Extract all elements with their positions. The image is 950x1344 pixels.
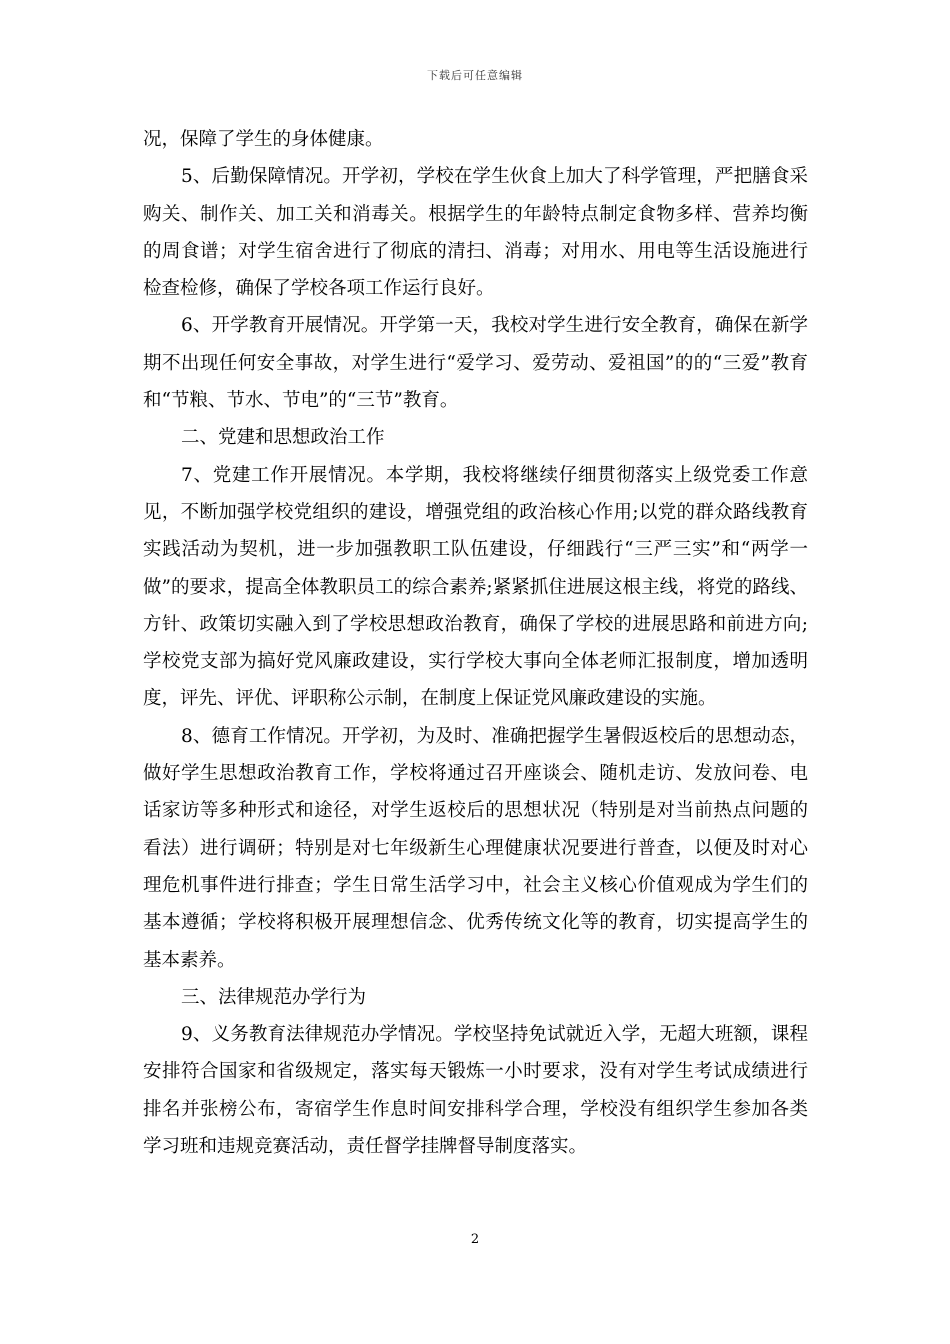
paragraph-moral-education: 8、德育工作情况。开学初，为及时、准确把握学生暑假返校后的思想动态，做好学生思想政治教育工作，学校将通过召开座谈会、随机走访、发放问卷、电话家访等多种形式和途径，对学生返校后的思想状况（特别是对当前热点问题的看法）进行调研；特别是对七年级新生心理健康状况要进行普查，以便及时对心理危机事件进行排查；学生日常生活学习中，社会主义核心价值观成为学生们的基本遵循；学校将积极开展理想信念、优秀传统文化等的教育，切实提高学生的基本素养。 [143,725,808,971]
page-number: 2 [470,1232,480,1247]
page-header-watermark: 下载后可任意编辑 [427,69,523,82]
section-heading-party-building: 二、党建和思想政治工作 [181,427,385,449]
paragraph-continuation: 况，保障了学生的身体健康。 [143,129,384,150]
paragraph-compulsory-education: 9、义务教育法律规范办学情况。学校坚持免试就近入学，无超大班额，课程安排符合国家和省级规定，落实每天锻炼一小时要求，没有对学生考试成绩进行排名并张榜公布，寄宿学生作息时间安排科学合理，学校没有组织学生参加各类学习班和违规竞赛活动，责任督学挂牌督导制度落实。 [143,1024,808,1158]
section-heading-legal-standards: 三、法律规范办学行为 [181,986,367,1008]
paragraph-opening-education: 6、开学教育开展情况。开学第一天，我校对学生进行安全教育，确保在新学期不出现任何安全事故，对学生进行“爱学习、爱劳动、爱祖国”的的“三爱”教育和“节粮、节水、节电”的“三节”教育。 [143,315,808,412]
paragraph-logistics: 5、后勤保障情况。开学初，学校在学生伙食上加大了科学管理，严把膳食采购关、制作关、加工关和消毒关。根据学生的年龄特点制定食物多样、营养均衡的周食谱；对学生宿舍进行了彻底的清扫、消毒；对用水、用电等生活设施进行检查检修，确保了学校各项工作运行良好。 [143,166,808,300]
document-body [143,121,808,1165]
paragraph-party-work: 7、党建工作开展情况。本学期，我校将继续仔细贯彻落实上级党委工作意见，不断加强学校党组织的建设，增强党组的政治核心作用;以党的群众路线教育实践活动为契机，进一步加强教职工队伍建设，仔细践行“三严三实”和“两学一做”的要求，提高全体教职员工的综合素养;紧紧抓住进展这根主线，将党的路线、方针、政策切实融入到了学校思想政治教育，确保了学校的进展思路和前进方向;学校党支部为搞好党风廉政建设，实行学校大事向全体老师汇报制度，增加透明度，评先、评优、评职称公示制，在制度上保证党风廉政建设的实施。 [143,464,808,710]
